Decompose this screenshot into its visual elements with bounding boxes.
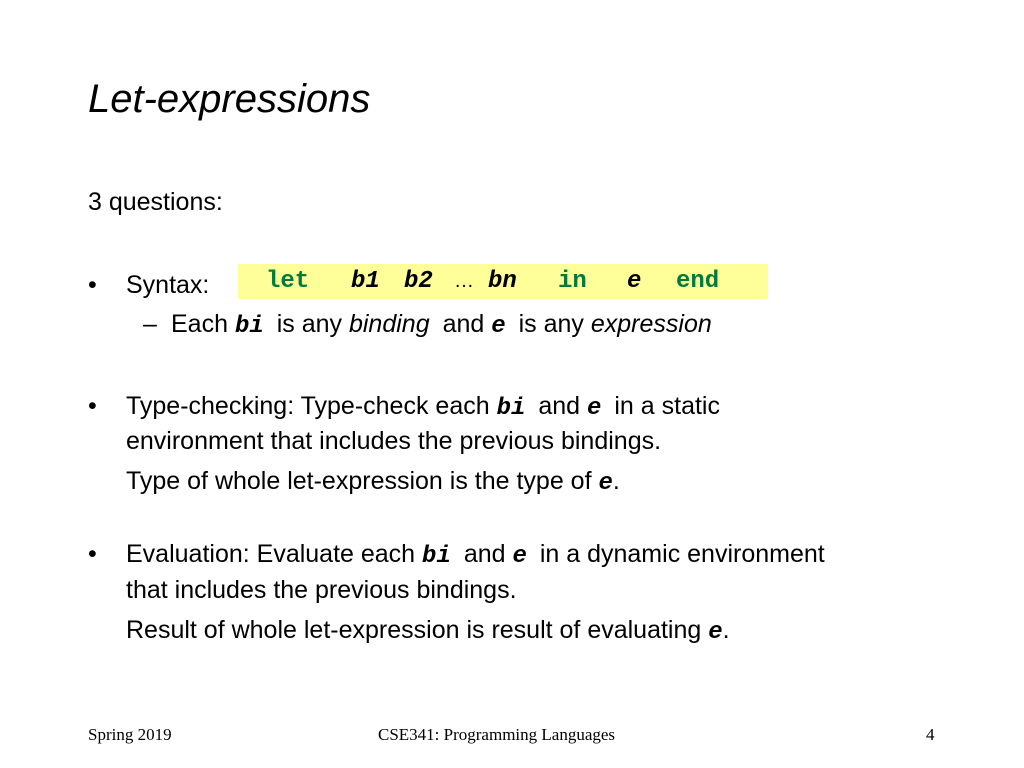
evaluation-line-3-e: e [708, 619, 723, 646]
evaluation-bi: bi [422, 543, 451, 570]
evaluation-line-3-text: Result of whole let-expression is result of evaluating [126, 616, 702, 644]
code-b1: b1 [351, 268, 380, 295]
sub-and: and [442, 310, 485, 338]
typecheck-e: e [587, 395, 602, 422]
evaluation-e: e [512, 543, 527, 570]
intro-text: 3 questions: [88, 188, 223, 216]
evaluation-text-a: Evaluation: Evaluate each [126, 540, 416, 568]
bullet-icon: • [88, 540, 97, 568]
evaluation-text-b: in a dynamic environment [539, 540, 825, 568]
evaluation-line-3-period: . [722, 616, 730, 644]
code-end: end [676, 268, 720, 295]
syntax-code-box [238, 264, 768, 299]
typecheck-line-2: environment that includes the previous bindings. [126, 427, 662, 455]
footer-course: CSE341: Programming Languages [378, 725, 616, 744]
typecheck-line-1 [126, 390, 720, 425]
footer-page-number: 4 [926, 725, 935, 744]
sub-is-any: is any [276, 310, 343, 338]
slide-title: Let-expressions [88, 77, 371, 121]
code-b2: b2 [404, 268, 433, 295]
syntax-label: Syntax: [126, 271, 210, 299]
typecheck-line-3-e: e [598, 470, 613, 497]
typecheck-line-3-text: Type of whole let-expression is the type of [126, 467, 592, 495]
evaluation-line-2: that includes the previous bindings. [126, 576, 517, 604]
sub-expression: expression [590, 310, 712, 338]
bullet-icon: • [88, 392, 97, 420]
evaluation-line-3 [126, 614, 730, 649]
sub-bi: bi [234, 313, 264, 340]
typecheck-line-3 [126, 465, 620, 500]
syntax-sub-line [171, 308, 712, 343]
sub-is-any-2: is any [518, 310, 584, 338]
typecheck-line-3-period: . [612, 467, 620, 495]
evaluation-and: and [463, 540, 506, 568]
sub-binding: binding [348, 310, 430, 338]
code-ellipsis: … [454, 270, 474, 292]
footer-date: Spring 2019 [88, 725, 172, 744]
bullet-icon: • [88, 271, 97, 299]
typecheck-bi: bi [496, 395, 526, 422]
typecheck-text-b: in a static [614, 392, 720, 420]
evaluation-line-1 [126, 538, 825, 573]
typecheck-text-a: Type-checking: Type-check each [126, 392, 490, 420]
sub-e: e [491, 313, 506, 340]
code-in: in [558, 268, 587, 295]
code-bn: bn [488, 268, 517, 295]
code-let: let [266, 268, 310, 295]
typecheck-and: and [538, 392, 581, 420]
code-e: e [627, 268, 642, 295]
sub-each: Each [171, 310, 228, 338]
dash-icon: – [143, 310, 157, 338]
